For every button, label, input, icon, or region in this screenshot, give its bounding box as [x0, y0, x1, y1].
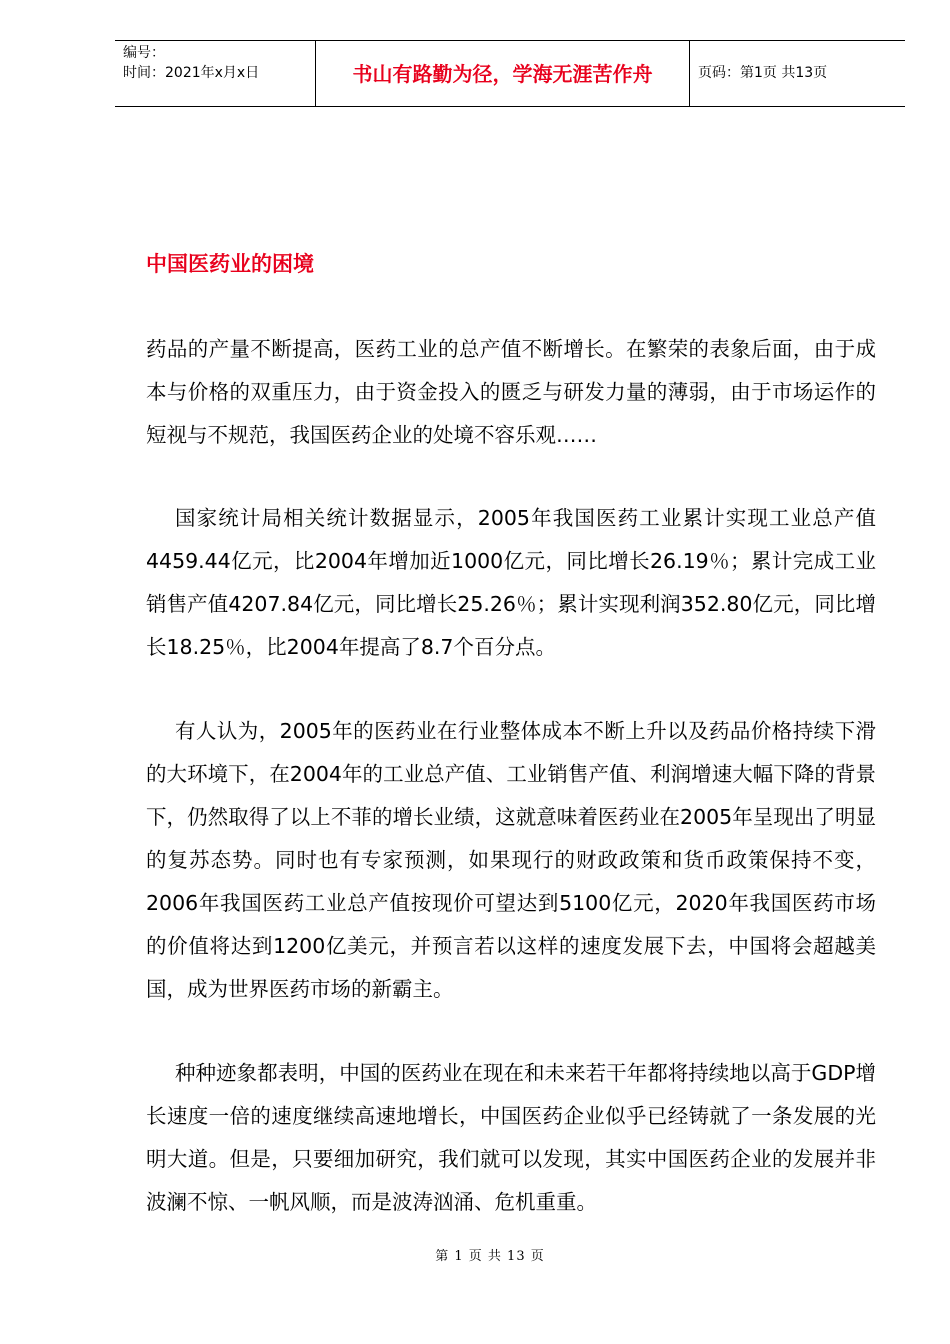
date-label: 时间：2021年x月x日: [123, 65, 260, 81]
page-footer-number: 第 1 页 共 13 页: [435, 1249, 545, 1264]
article-paragraph: 药品的产量不断提高，医药工业的总产值不断增长。在繁荣的表象后面，由于成本与价格的双重压力，由于资金投入的匮乏与研发力量的薄弱，由于市场运作的短视与不规范，我国医药企业的处境不容乐观……: [146, 337, 876, 447]
serial-number-label: 编号：: [123, 45, 165, 61]
article-paragraph: 有人认为，2005年的医药业在行业整体成本不断上升以及药品价格持续下滑的大环境下，在2004年的工业总产值、工业销售产值、利润增速大幅下降的背景下，仍然取得了以上不菲的增长业绩，这就意味着医药业在2005年呈现出了明显的复苏态势。同时也有专家预测，如果现行的财政政策和货币政策保持不变，2006年我国医药工业总产值按现价可望达到5100亿元，2020年我国医药市场的价值将达到1200亿美元，并预言若以这样的速度发展下去，中国将会超越美国，成为世界医药市场的新霸主。: [146, 719, 876, 1001]
page-header: [115, 40, 905, 107]
article-paragraph: 国家统计局相关统计数据显示，2005年我国医药工业累计实现工业总产值4459.44亿元，比2004年增加近1000亿元，同比增长26.19％；累计完成工业销售产值4207.84亿元，同比增长25.26％；累计实现利润352.80亿元，同比增长18.25％，比2004年提高了8.7个百分点。: [146, 506, 876, 659]
header-meta-cell: [115, 41, 316, 106]
article-title: 中国医药业的困境: [146, 251, 314, 276]
article-paragraph: 种种迹象都表明，中国的医药业在现在和未来若干年都将持续地以高于GDP增长速度一倍的速度继续高速地增长，中国医药企业似乎已经铸就了一条发展的光明大道。但是，只要细加研究，我们就可以发现，其实中国医药企业的发展并非波澜不惊、一帆风顺，而是波涛汹涌、危机重重。: [146, 1061, 876, 1214]
header-motto: 书山有路勤为径，学海无涯苦作舟: [316, 41, 690, 106]
header-page-info: 页码：第1页 共13页: [698, 64, 828, 81]
